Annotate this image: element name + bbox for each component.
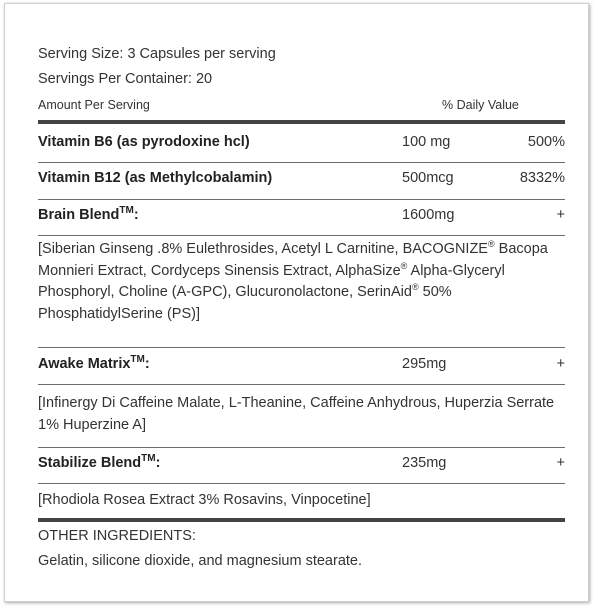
row-divider [38, 199, 565, 200]
awake-matrix-ingredients: [Infinergy Di Caffeine Malate, L-Theanine, Caffeine Anhydrous, Huperzia Serrate 1% Huperzine A] [38, 395, 555, 433]
blend-amount: 1600mg [402, 207, 455, 223]
row-divider [38, 347, 565, 348]
blend-row-brain-blend [38, 207, 565, 233]
trademark-mark: TM [130, 354, 145, 366]
serving-size: Serving Size: 3 Capsules per serving [38, 46, 276, 62]
footer-divider [38, 518, 565, 522]
nutrient-name: Vitamin B6 (as pyrodoxine hcl) [38, 134, 250, 150]
row-divider [38, 235, 565, 236]
servings-per-container: Servings Per Container: 20 [38, 71, 213, 87]
amount-per-serving-header: Amount Per Serving [38, 98, 150, 112]
blend-daily-value: + [556, 455, 565, 471]
blend-daily-value: + [556, 207, 565, 223]
header-divider [38, 120, 565, 124]
nutrient-name: Vitamin B12 (as Methylcobalamin) [38, 170, 273, 186]
blend-amount: 295mg [402, 356, 447, 372]
blend-row-awake-matrix [38, 356, 565, 382]
trademark-mark: TM [141, 453, 156, 465]
blend-row-stabilize-blend [38, 455, 565, 481]
blend-name: Awake Matrix™: [38, 354, 150, 372]
blend-name: Stabilize Blend™: [38, 453, 161, 471]
row-divider [38, 162, 565, 163]
blend-amount: 235mg [402, 455, 447, 471]
nutrient-row-vitamin-b6 [38, 134, 565, 160]
nutrient-daily-value: 500% [527, 134, 565, 150]
blend-daily-value: + [556, 356, 565, 372]
row-divider [38, 447, 565, 448]
nutrient-amount: 500mcg [402, 170, 454, 186]
trademark-mark: TM [119, 205, 134, 217]
stabilize-blend-ingredients: [Rhodiola Rosea Extract 3% Rosavins, Vinpocetine] [38, 492, 371, 508]
row-divider [38, 384, 565, 385]
daily-value-header: % Daily Value [442, 98, 519, 112]
brain-blend-ingredients: [Siberian Ginseng .8% Eulethrosides, Acetyl L Carnitine, BACOGNIZE® Bacopa Monnieri Extract, Cordyceps Sinensis Extract, AlphaSize® Alpha-Glyceryl Phosphoryl, Choline (A-GPC), Glucuronolactone, SerinAid® 50% PhosphatidylSerine (PS)] [38, 239, 548, 322]
nutrient-amount: 100 mg [402, 134, 451, 150]
row-divider [38, 483, 565, 484]
nutrient-row-vitamin-b12 [38, 170, 565, 196]
other-ingredients-heading: OTHER INGREDIENTS: [38, 528, 196, 544]
blend-name: Brain Blend™: [38, 205, 139, 223]
other-ingredients-text: Gelatin, silicone dioxide, and magnesium stearate. [38, 553, 363, 569]
supplement-facts-panel [4, 3, 589, 602]
nutrient-daily-value: 8332% [519, 170, 565, 186]
